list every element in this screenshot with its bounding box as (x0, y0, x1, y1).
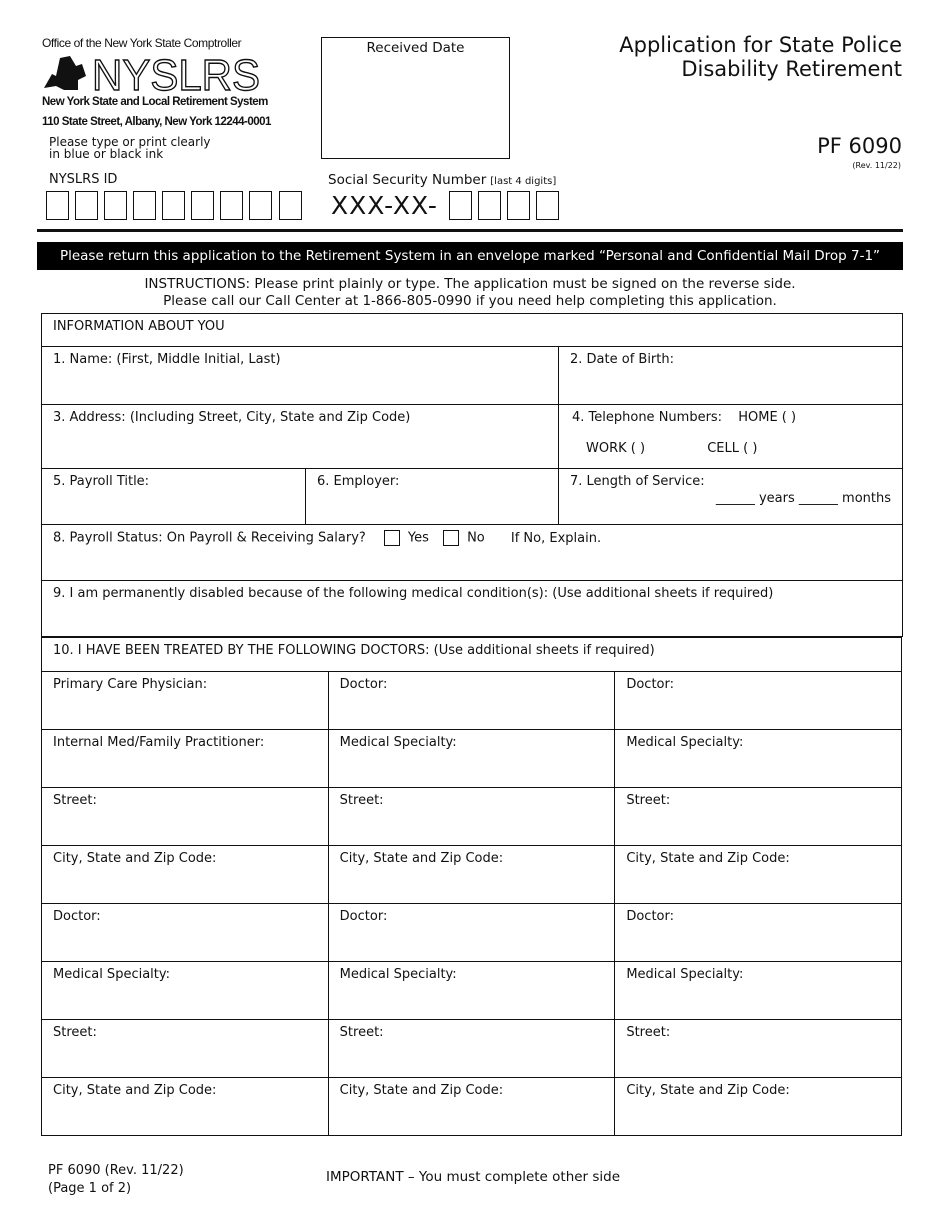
doctors-heading (42, 638, 902, 672)
doctor-row (42, 1078, 902, 1136)
nyslrs-id-digit[interactable] (162, 191, 185, 220)
ssn-digit[interactable] (449, 191, 472, 220)
doctor-field[interactable]: Doctor: (615, 672, 902, 730)
nyslrs-id-label: NYSLRS ID (49, 172, 118, 187)
length-of-service-blank[interactable]: ______ years ______ months (715, 491, 891, 506)
received-date-box (321, 37, 510, 159)
doctor-field[interactable]: Doctor: (42, 904, 329, 962)
medical-condition-field[interactable]: 9. I am permanently disabled because of the following medical condition(s): (Use additional sheets if required) (42, 581, 903, 637)
doctor-field[interactable]: Internal Med/Family Practitioner: (42, 730, 329, 788)
telephone-field[interactable] (559, 405, 903, 469)
ink-instructions (49, 136, 211, 160)
instructions (0, 276, 940, 310)
doctor-row (42, 730, 902, 788)
nyslrs-id-digit[interactable] (75, 191, 98, 220)
doctors-rows (42, 672, 902, 1136)
doctor-field[interactable]: Medical Specialty: (42, 962, 329, 1020)
telephone-label: 4. Telephone Numbers: (572, 410, 723, 425)
doctors-heading-text: 10. I HAVE BEEN TREATED BY THE FOLLOWING DOCTORS: (53, 643, 430, 658)
dob-field[interactable]: 2. Date of Birth: (559, 347, 903, 405)
ssn-digit[interactable] (478, 191, 501, 220)
nyslrs-id-digit[interactable] (191, 191, 214, 220)
payroll-status-label: 8. Payroll Status: On Payroll & Receiving Salary? (53, 530, 366, 546)
payroll-title-field[interactable]: 5. Payroll Title: (42, 469, 306, 525)
doctor-field[interactable]: Street: (42, 1020, 329, 1078)
logo-text: NYSLRS (92, 54, 260, 94)
no-checkbox[interactable] (443, 530, 459, 546)
doctor-row (42, 788, 902, 846)
doctor-field[interactable]: Doctor: (328, 672, 615, 730)
doctor-field[interactable]: Street: (615, 1020, 902, 1078)
information-table (41, 313, 903, 637)
ink-line-2: in blue or black ink (49, 147, 164, 161)
ssn-prefix: XXX-XX- (331, 191, 438, 220)
doctor-field[interactable]: Street: (328, 1020, 615, 1078)
doctor-field[interactable]: Medical Specialty: (615, 730, 902, 788)
doctor-row (42, 1020, 902, 1078)
nyslrs-id-digit[interactable] (104, 191, 127, 220)
employer-field[interactable]: 6. Employer: (306, 469, 559, 525)
doctor-field[interactable]: Street: (615, 788, 902, 846)
info-heading: INFORMATION ABOUT YOU (42, 314, 903, 347)
doctor-field[interactable]: Medical Specialty: (328, 730, 615, 788)
ink-line-1: Please type or print clearly (49, 135, 211, 149)
title-line-2: Disability Retirement (681, 57, 902, 81)
doctor-field[interactable]: City, State and Zip Code: (615, 1078, 902, 1136)
yes-checkbox[interactable] (384, 530, 400, 546)
system-name: New York State and Local Retirement System (42, 96, 268, 108)
ssn-label (328, 172, 556, 188)
office-line: Office of the New York State Comptroller (42, 36, 242, 50)
length-of-service-field[interactable] (559, 469, 903, 525)
ssn-note: [last 4 digits] (490, 176, 557, 187)
form-number: PF 6090 (817, 134, 902, 158)
yes-label: Yes (407, 530, 429, 546)
form-title (619, 33, 902, 81)
nyslrs-logo (42, 54, 262, 94)
no-label: No (467, 530, 485, 546)
home-phone[interactable]: HOME ( ) (738, 410, 797, 425)
doctor-row (42, 962, 902, 1020)
nyslrs-id-digit[interactable] (133, 191, 156, 220)
doctor-field[interactable]: Street: (328, 788, 615, 846)
doctor-row (42, 672, 902, 730)
doctors-heading-note: (Use additional sheets if required) (433, 643, 655, 658)
header-divider (37, 229, 903, 232)
doctor-field[interactable]: Medical Specialty: (615, 962, 902, 1020)
doctor-field[interactable]: Medical Specialty: (328, 962, 615, 1020)
instructions-line-1: INSTRUCTIONS: Please print plainly or type. The application must be signed on the reverse side. (144, 276, 796, 292)
doctor-field[interactable]: City, State and Zip Code: (42, 846, 329, 904)
ssn-digit[interactable] (536, 191, 559, 220)
footer-form-ref (48, 1162, 184, 1198)
return-banner: Please return this application to the Retirement System in an envelope marked “Personal and Confidential Mail Drop 7-1” (37, 242, 903, 270)
footer-form-number: PF 6090 (Rev. 11/22) (48, 1163, 184, 1178)
doctor-field[interactable]: Primary Care Physician: (42, 672, 329, 730)
address-field[interactable]: 3. Address: (Including Street, City, State and Zip Code) (42, 405, 559, 469)
doctors-table (41, 637, 902, 1136)
length-of-service-label: 7. Length of Service: (570, 474, 705, 489)
ssn-digit[interactable] (507, 191, 530, 220)
doctor-row (42, 846, 902, 904)
doctor-field[interactable]: City, State and Zip Code: (328, 1078, 615, 1136)
name-field[interactable]: 1. Name: (First, Middle Initial, Last) (42, 347, 559, 405)
form-revision: (Rev. 11/22) (852, 161, 901, 170)
payroll-status-field[interactable] (42, 525, 903, 581)
footer-important: IMPORTANT – You must complete other side (326, 1169, 621, 1185)
telephone-row-1 (572, 410, 891, 425)
footer-page-number: (Page 1 of 2) (48, 1181, 132, 1196)
system-address: 110 State Street, Albany, New York 12244-0001 (42, 116, 271, 128)
doctor-field[interactable]: Doctor: (615, 904, 902, 962)
instructions-line-2: Please call our Call Center at 1-866-805-0990 if you need help completing this application. (163, 293, 777, 309)
state-silhouette-icon (44, 56, 86, 90)
ssn-label-text: Social Security Number (328, 172, 487, 188)
doctor-row (42, 904, 902, 962)
telephone-row-2 (572, 441, 891, 456)
cell-phone[interactable]: CELL ( ) (707, 441, 758, 456)
doctor-field[interactable]: City, State and Zip Code: (615, 846, 902, 904)
received-date-label: Received Date (366, 40, 465, 56)
nyslrs-id-digit[interactable] (220, 191, 243, 220)
nyslrs-id-digit[interactable] (279, 191, 302, 220)
doctor-field[interactable]: City, State and Zip Code: (328, 846, 615, 904)
nyslrs-id-digit[interactable] (249, 191, 272, 220)
nyslrs-id-digit[interactable] (46, 191, 69, 220)
title-line-1: Application for State Police (619, 33, 902, 57)
work-phone[interactable]: WORK ( ) (586, 441, 646, 456)
doctor-field[interactable]: Street: (42, 788, 329, 846)
doctor-field[interactable]: Doctor: (328, 904, 615, 962)
explain-label: If No, Explain. (510, 530, 602, 546)
doctor-field[interactable]: City, State and Zip Code: (42, 1078, 329, 1136)
